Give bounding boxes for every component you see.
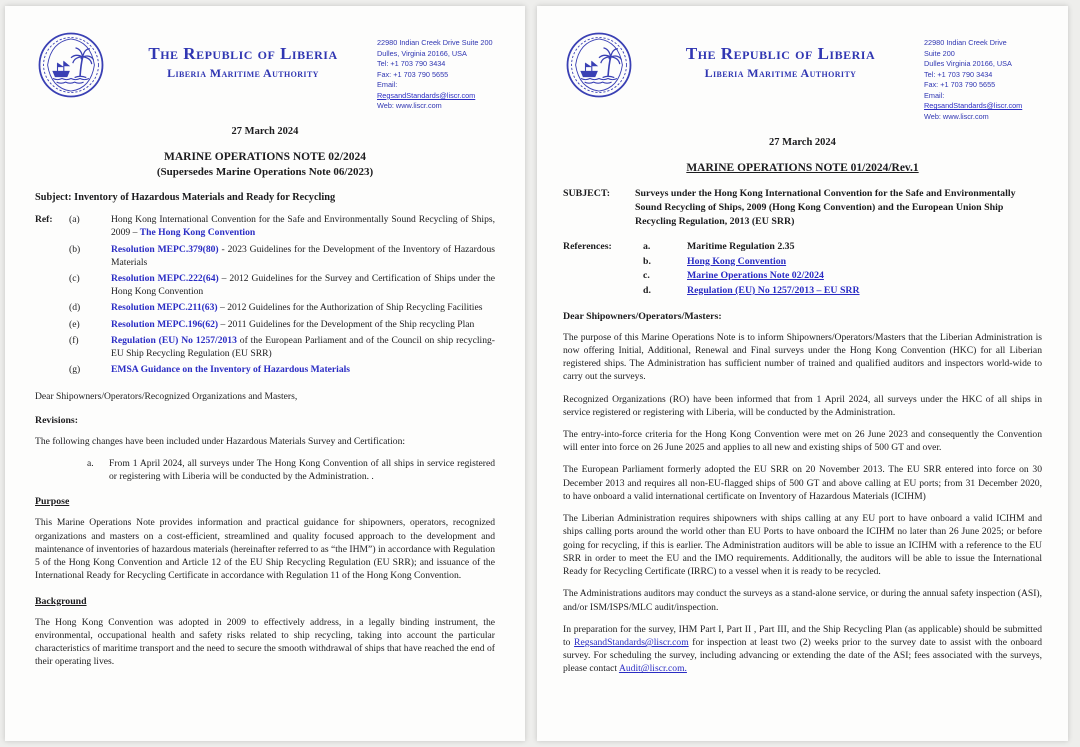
ref-text: Maritime Regulation 2.35 [687,240,795,252]
reference-link[interactable]: Resolution MEPC.196(62) [111,318,219,330]
references-list [563,240,1042,299]
ref-text: - 2023 Guidelines for the Development of the Inventory of Hazardous Materials [111,243,495,268]
body-paragraph: The purpose of this Marine Operations Note is to inform Shipowners/Operators/Masters that the Liberian Administration is now offering Initial, Additional, Renewal and Final surveys under the Hong Kong Convention (HKC) for all Liberian registered ships. The Administration has sufficient number of trained and qualified auditors and inspectors world-wide to carry out the surveys. [563,331,1042,383]
ref-id: (f) [69,334,79,346]
country-name: The Republic of Liberia [685,44,876,63]
liberia-seal-logo [563,28,637,107]
document-date: 27 March 2024 [231,126,299,138]
subject-line: Subject: Inventory of Hazardous Materials and Ready for Recycling [35,192,336,204]
reference-item [35,318,495,331]
address-line: Dulles, Virginia 20166, USA [377,48,467,58]
letterhead-title [637,28,924,81]
subject-label: SUBJECT: [563,187,611,199]
body-paragraph: The European Parliament formerly adopted the EU SRR on 20 November 2013. The EU SRR entered into force on 30 December 2013 and requires all non-EU-flagged ships of 500 GT and above calling at EU ports; from 31 December 2020, to have onboard a valid international certificate on Inventory of Hazardous Materials (ICIHM) [563,464,1042,502]
ref-text: – 2012 Guidelines for the Authorization of Ship Recycling Facilities [217,302,483,314]
note-title: MARINE OPERATIONS NOTE 01/2024/Rev.1 [686,161,919,174]
authority-name: Liberia Maritime Authority [704,66,857,80]
ref-id: (a) [69,214,80,226]
subject-block [563,187,1042,229]
revision-item-id: a. [87,457,94,469]
purpose-heading: Purpose [35,496,70,508]
address-line: Dulles Virginia 20166, USA [924,59,1012,69]
address-line: Suite 200 [924,48,955,58]
ref-id: (c) [69,272,80,284]
revisions-intro: The following changes have been included under Hazardous Materials Survey and Certification: [35,435,406,447]
reference-link[interactable]: EMSA Guidance on the Inventory of Hazardous Materials [111,364,351,376]
reference-link[interactable]: Regulation (EU) No 1257/2013 [111,334,237,346]
ref-id: (e) [69,318,80,330]
address-block [924,28,1042,123]
page-right-mon-01-2024-rev1 [537,6,1068,741]
address-block [377,28,495,112]
reference-link[interactable]: Marine Operations Note 02/2024 [687,270,824,282]
address-line: Fax: +1 703 790 5655 [377,69,449,79]
email-label: Email: [924,90,945,100]
ref-text: – 2012 Guidelines for the Survey and Certification of Ships under the Hong Kong Convention [111,272,496,298]
background-heading: Background [35,595,87,607]
address-line: 22980 Indian Creek Drive [924,38,1007,47]
reference-item [35,272,495,298]
reference-link[interactable]: Hong Kong Convention [687,255,787,267]
paragraph-text: for inspection at least two (2) weeks prior to the survey date to assist with the onboard survey. For scheduling the survey, including advancing or extending the date of the ASI; fees associated with the surveys, please contact [563,637,1042,675]
ref-id: (b) [69,243,81,255]
address-line: Tel: +1 703 790 3434 [924,69,993,79]
authority-name: Liberia Maritime Authority [167,66,319,80]
ref-id: b. [643,255,651,267]
ref-text: of the European Parliament and of the Council on ship recycling- EU Ship Recycling Regulation (EU SRR) [111,334,495,360]
ref-id: (d) [69,302,81,314]
audit-email-link[interactable]: Audit@liscr.com. [618,663,687,675]
background-text: The Hong Kong Convention was adopted in 2009 to effectively address, in a legally binding instrument, the environmental, occupational health and safety risks related to ship recycling, taking into account the particular characteristics of maritime transport and the need to secure the smooth withdrawal of ships that have reached the end of their operating lives. [35,616,495,668]
body-paragraph: The Administrations auditors may conduct the surveys as a stand-alone service, or during the annual safety inspection (ASI), and/or ISM/ISPS/MLC audit/inspection. [563,588,1042,613]
page-left-mon-02-2024 [5,6,525,741]
letterhead [35,28,495,112]
reference-item [35,213,495,239]
reference-item [563,255,1042,270]
letterhead [563,28,1042,123]
reference-link[interactable]: Regulation (EU) No 1257/2013 – EU SRR [687,284,860,296]
references-label: References: [563,240,612,252]
reference-item [563,269,1042,284]
ref-id: a. [643,240,651,252]
subject-text: Surveys under the Hong Kong International Convention for the Safe and Environmentally Sound Recycling of Ships, 2009 (Hong Kong Convention) and the European Union Ship Recycling Regulation, 2013 (EU SRR) [635,187,1016,227]
reference-link[interactable]: Resolution MEPC.379(80) [111,243,219,255]
revision-item [35,457,495,483]
ref-text: – 2011 Guidelines for the Development of the Ship recycling Plan [218,318,475,330]
revision-item-text: From 1 April 2024, all surveys under The Hong Kong Convention of all ships in service registered or registering with Liberia will be conducted by the Administration. . [109,457,495,483]
address-line: Fax: +1 703 790 5655 [924,80,996,90]
email-link[interactable]: RegsandStandards@liscr.com [377,90,476,100]
reference-item [35,334,495,360]
revisions-heading: Revisions: [35,414,79,426]
reference-link[interactable]: Resolution MEPC.211(63) [111,302,218,314]
salutation: Dear Shipowners/Operators/Masters: [563,310,722,322]
reference-link[interactable]: Resolution MEPC.222(64) [111,272,219,284]
address-email-line [377,80,495,101]
address-web-line: Web: www.liscr.com [924,112,989,122]
address-line: 22980 Indian Creek Drive Suite 200 [377,38,493,47]
email-link[interactable]: RegsandStandards@liscr.com [924,101,1023,111]
body-paragraph: The entry-into-force criteria for the Hong Kong Convention were met on 26 June 2023 and consequently the Convention will enter into force on 26 June 2025 and applies to all new and existing ships of 500 GT and over. [563,428,1042,454]
reference-item [563,240,1042,255]
reference-link[interactable]: The Hong Kong Convention [139,227,256,239]
salutation: Dear Shipowners/Operators/Recognized Organizations and Masters, [35,390,298,402]
reference-item [35,243,495,269]
ref-label: Ref: [35,214,53,226]
note-subtitle: (Supersedes Marine Operations Note 06/2023) [156,166,374,179]
regs-standards-email-link[interactable]: RegsandStandards@liscr.com [574,637,689,649]
ref-id: c. [643,270,650,282]
ref-text: Hong Kong International Convention for the Safe and Environmentally Sound Recycling of Ships, 2009 – [111,214,495,239]
body-paragraph: The Liberian Administration requires shipowners with ships calling at any EU port to have onboard a valid ICIHM and ships calling ports around the world other than EU Ports to have onboard the ICIHM no later than 26 June 2025; or before going for recycling, if this is earlier. The Administration auditors will be able to issue an ICIHM with a reference to the EU SRR in order to meet the EU and the IMO requirements. Additionally, the auditors will be able to issue the International Ready for Recycling Certificate (IRRC) to a vessel when it is ready to be recycled. [563,513,1042,578]
document-date: 27 March 2024 [769,136,836,148]
purpose-text: This Marine Operations Note provides information and practical guidance for shipowners, operators, recognized organizations and masters on a cost-efficient, streamlined and quality focused approach to the development and maintenance of inventories of hazardous materials (hereinafter referred to as “the IHM”) in accordance with Regulation 5 of the Hong Kong Convention and Article 12 of the EU Ship Recycling Regulation (EU SRR); and issuance of the International Ready for Recycling Certificate in accordance with Regulation 11 of the Hong Kong Convention. [35,517,495,582]
reference-item [563,284,1042,299]
letterhead-title [109,28,377,81]
body-paragraph-final [563,623,1042,676]
address-line: Tel: +1 703 790 3434 [377,59,446,69]
references-list [35,213,495,377]
email-label: Email: [377,80,398,90]
liberia-seal-logo [35,28,109,107]
note-title: MARINE OPERATIONS NOTE 02/2024 [163,151,366,164]
country-name: The Republic of Liberia [148,44,338,63]
paragraph-text: In preparation for the survey, IHM Part I, Part II , Part III, and the Ship Recycling Plan (as applicable) should be submitted to [563,623,1042,649]
reference-item [35,363,495,376]
reference-item [35,301,495,314]
address-email-line [924,91,1042,112]
ref-id: d. [643,284,651,296]
ref-id: (g) [69,364,81,376]
address-web-line: Web: www.liscr.com [377,101,442,111]
body-paragraph: Recognized Organizations (RO) have been informed that from 1 April 2024, all surveys under the HKC of all ships in service registered or registering with Liberia, will be conducted by the Administration. [563,393,1042,418]
